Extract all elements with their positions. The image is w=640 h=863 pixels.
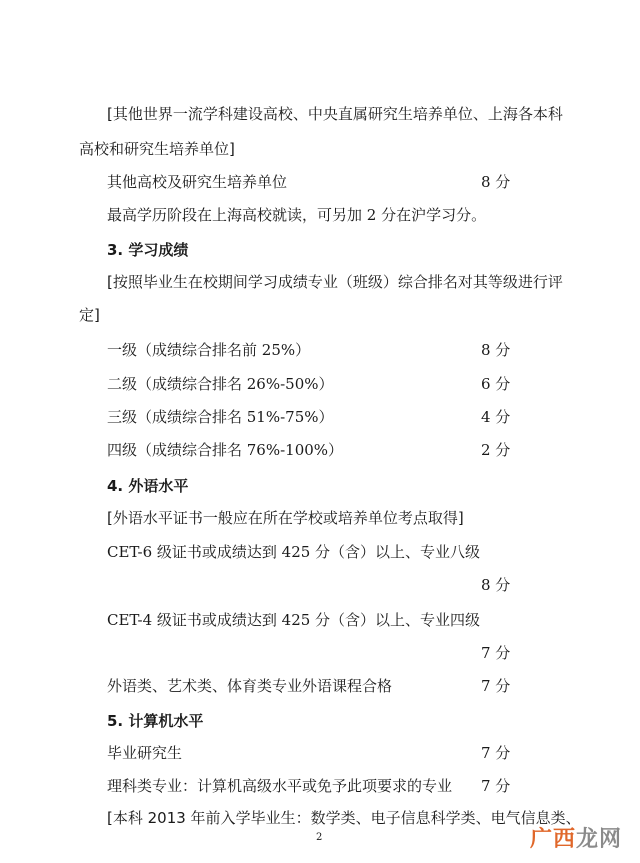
section-heading-language: 4. 外语水平 xyxy=(107,477,189,495)
item-science-majors: 理科类专业：计算机高级水平或免予此项要求的专业 xyxy=(107,777,453,795)
grade-level-1: 一级（成绩综合排名前 25%） xyxy=(107,341,311,359)
watermark-part-1: 广西 xyxy=(529,827,576,852)
bracket-note-academic-1: [按照毕业生在校期间学习成绩专业（班级）综合排名对其等级进行评 xyxy=(107,273,563,291)
section-heading-computer: 5. 计算机水平 xyxy=(107,712,204,730)
item-other-universities: 其他高校及研究生培养单位 xyxy=(107,173,288,191)
bracket-note-academic-2: 定] xyxy=(79,306,100,324)
grade-level-1-score: 8 分 xyxy=(481,341,511,359)
item-cet4: CET-4 级证书或成绩达到 425 分（含）以上、专业四级 xyxy=(107,611,481,629)
item-foreign-language-majors: 外语类、艺术类、体育类专业外语课程合格 xyxy=(107,677,393,695)
item-postgraduate: 毕业研究生 xyxy=(107,744,183,762)
bracket-note-undergrad-2013: [本科 2013 年前入学毕业生：数学类、电子信息科学类、电气信息类、 xyxy=(107,809,581,827)
score-other-universities: 8 分 xyxy=(481,173,511,191)
grade-level-2-score: 6 分 xyxy=(481,375,511,393)
item-cet6: CET-6 级证书或成绩达到 425 分（含）以上、专业八级 xyxy=(107,543,481,561)
watermark-logo xyxy=(530,822,622,853)
note-shanghai-bonus: 最高学历阶段在上海高校就读，可另加 2 分在沪学习分。 xyxy=(107,206,487,224)
bracket-note-line-2: 高校和研究生培养单位] xyxy=(79,140,235,158)
grade-level-4-score: 2 分 xyxy=(481,441,511,459)
score-cet4: 7 分 xyxy=(481,644,511,662)
grade-level-3: 三级（成绩综合排名 51%-75%） xyxy=(107,408,334,426)
page-number: 2 xyxy=(316,832,323,843)
grade-level-2: 二级（成绩综合排名 26%-50%） xyxy=(107,375,334,393)
grade-level-3-score: 4 分 xyxy=(481,408,511,426)
score-foreign-language-majors: 7 分 xyxy=(481,677,511,695)
grade-level-4: 四级（成绩综合排名 76%-100%） xyxy=(107,441,344,459)
section-heading-academic: 3. 学习成绩 xyxy=(107,241,189,259)
score-science-majors: 7 分 xyxy=(481,777,511,795)
watermark-part-2: 龙网 xyxy=(575,827,622,852)
bracket-note-line-1: [其他世界一流学科建设高校、中央直属研究生培养单位、上海各本科 xyxy=(107,105,563,123)
score-postgraduate: 7 分 xyxy=(481,744,511,762)
score-cet6: 8 分 xyxy=(481,576,511,594)
bracket-note-language: [外语水平证书一般应在所在学校或培养单位考点取得] xyxy=(107,509,464,527)
